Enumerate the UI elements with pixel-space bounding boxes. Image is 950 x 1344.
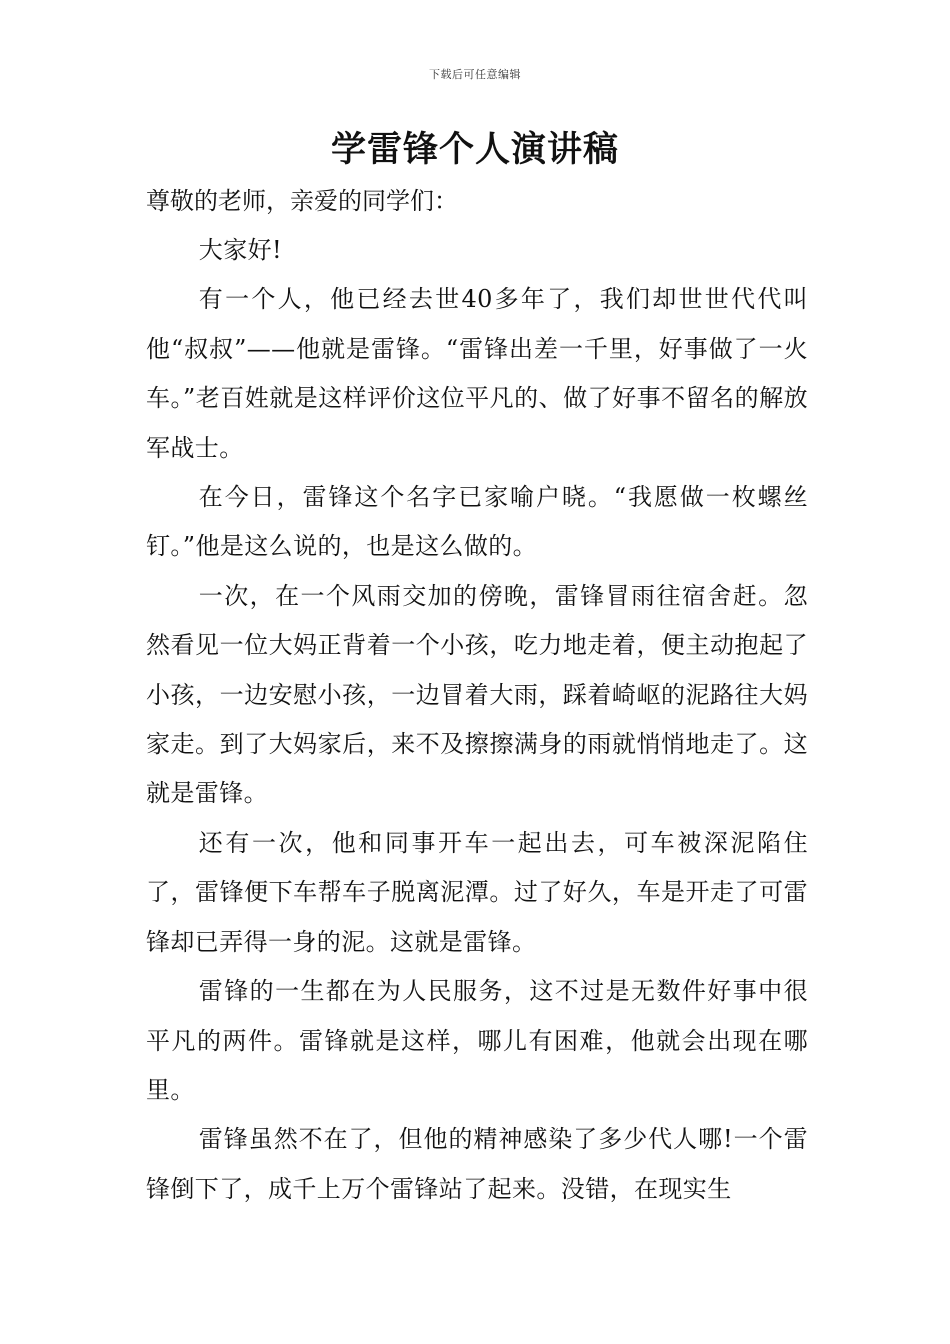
paragraph: 在今日，雷锋这个名字已家喻户晓。“我愿做一枚螺丝钉。”他是这么说的，也是这么做的。 bbox=[146, 483, 808, 561]
document-body bbox=[146, 176, 808, 1214]
paragraph: 一次，在一个风雨交加的傍晚，雷锋冒雨往宿舍赶。忽然看见一位大妈正背着一个小孩，吃力地走着，便主动抱起了小孩，一边安慰小孩，一边冒着大雨，踩着崎岖的泥路往大妈家走。到了大妈家后，来不及擦擦满身的雨就悄悄地走了。这就是雷锋。 bbox=[146, 581, 808, 808]
paragraph: 还有一次，他和同事开车一起出去，可车被深泥陷住了，雷锋便下车帮车子脱离泥潭。过了好久，车是开走了可雷锋却已弄得一身的泥。这就是雷锋。 bbox=[146, 828, 808, 956]
header-note: 下载后可任意编辑 bbox=[429, 68, 521, 81]
paragraph: 有一个人，他已经去世40多年了，我们却世世代代叫他“叔叔”——他就是雷锋。“雷锋出差一千里，好事做了一火车。”老百姓就是这样评价这位平凡的、做了好事不留名的解放军战士。 bbox=[146, 285, 808, 462]
paragraph-greeting: 大家好! bbox=[198, 236, 283, 264]
paragraph: 雷锋虽然不在了，但他的精神感染了多少代人哪!一个雷锋倒下了，成千上万个雷锋站了起来。没错，在现实生 bbox=[146, 1125, 808, 1203]
document-title: 学雷锋个人演讲稿 bbox=[330, 130, 619, 170]
salutation: 尊敬的老师，亲爱的同学们： bbox=[146, 187, 458, 215]
paragraph: 雷锋的一生都在为人民服务，这不过是无数件好事中很平凡的两件。雷锋就是这样，哪儿有困难，他就会出现在哪里。 bbox=[146, 977, 808, 1104]
